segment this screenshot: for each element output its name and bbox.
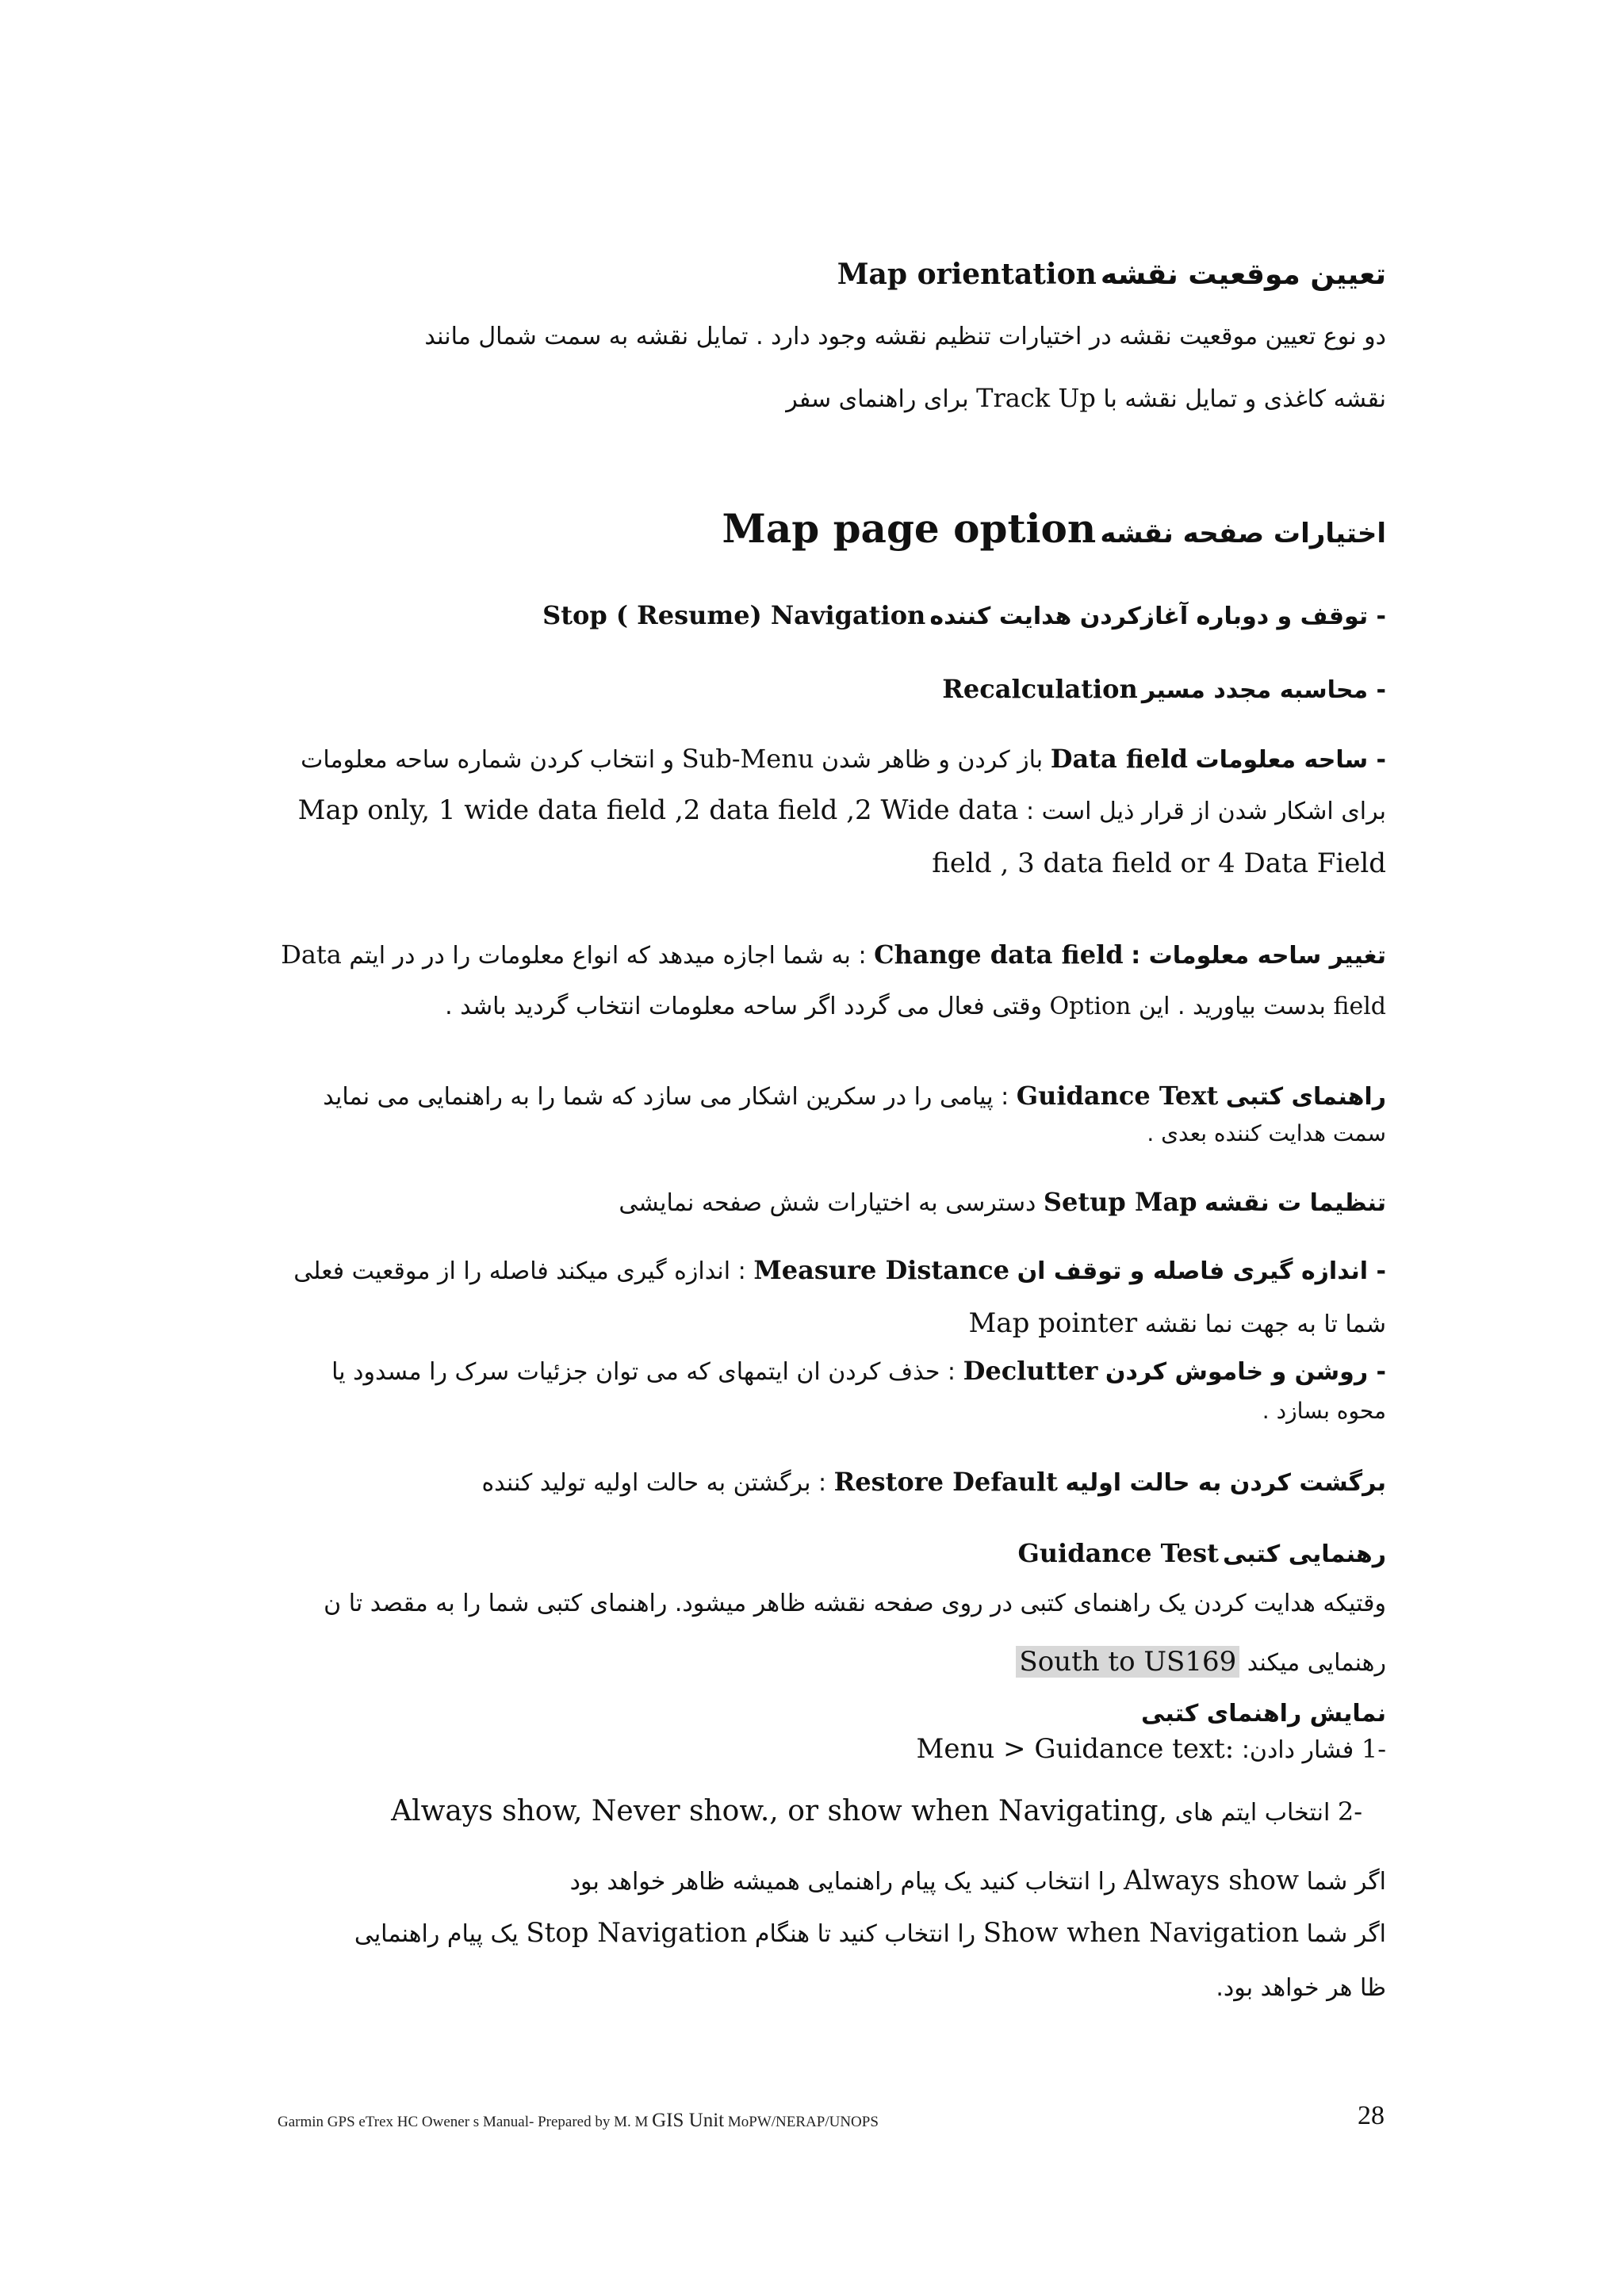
measure-distance-line2: شما تا به جهت نما نقشه Map pointer — [968, 1307, 1386, 1339]
heading-en: Map orientation — [837, 258, 1097, 291]
heading-fa: اختیارات صفحه نقشه — [1100, 518, 1386, 549]
data-field-item: - ساحه معلومات Data field باز کردن و ظاهر شدن Sub-Menu و انتخاب کردن شماره ساحه معلومات — [301, 744, 1386, 774]
map-page-option-heading — [722, 505, 1386, 552]
map-orientation-heading — [837, 258, 1386, 291]
guidance-test-heading: رهنمایی کتبی Guidance Test — [1017, 1538, 1386, 1568]
recalculation-item: - محاسبه مجدد مسیر Recalculation — [942, 674, 1386, 704]
paragraph-line: وقتیکه هدایت کردن یک راهنمای کتبی در روی صفحه نقشه ظاهر میشود. راهنمای کتبی شما را به مقصد تا ن — [324, 1590, 1386, 1617]
measure-distance-item: - اندازه گیری فاصله و توقف ان Measure Distance : اندازه گیری میکند فاصله را از موقعیت فعلی — [293, 1255, 1386, 1285]
declutter-item: - روشن و خاموش کردن Declutter : حذف کردن ان ایتمهای که می توان جزئیات سرک را مسدود یا — [331, 1356, 1386, 1386]
paragraph-line: رهنمایی میکند South to US169 — [1016, 1646, 1386, 1678]
show-when-navigation-line: اگر شما Show when Navigation را انتخاب کنید تا هنگام Stop Navigation یک پیام راهنمایی — [354, 1917, 1386, 1949]
always-show-line: اگر شما Always show را انتخاب کنید یک پیام راهنمایی همیشه ظاهر خواهد بود — [569, 1865, 1386, 1896]
paragraph-line: نقشه کاغذی و تمایل نقشه با Track Up برای راهنمای سفر — [786, 383, 1386, 413]
paragraph-line: دو نوع تعیین موقعیت نقشه در اختیارات تنظیم نقشه وجود دارد . تمایل نقشه به سمت شمال مانند — [424, 323, 1386, 350]
heading-fa: تعیین موقعیت نقشه — [1100, 258, 1386, 291]
footer-org: MoPW/NERAP/UNOPS — [727, 2114, 879, 2130]
heading-en: Map page option — [722, 505, 1097, 552]
change-data-field-item: تغییر ساحه معلومات : Change data field : به شما اجازه میدهد که انواع معلومات را در در ایتم Data — [281, 939, 1386, 970]
footer-gis-unit: GIS Unit — [652, 2110, 725, 2131]
page-number: 28 — [1358, 2101, 1385, 2130]
restore-default-item: برگشت کردن به حالت اولیه Restore Default : برگشتن به حالت اولیه تولید کننده — [481, 1467, 1386, 1497]
data-field-line2: برای اشکار شدن از قرار ذیل است : Map only, 1 wide data field ,2 data field ,2 Wide data — [297, 794, 1386, 826]
footer-text: Garmin GPS eTrex HC Owener s Manual- Prepared by M. M — [278, 2114, 649, 2130]
guidance-text-line2: سمت هدایت کننده بعدی . — [1147, 1120, 1386, 1146]
change-data-field-line2: field بدست بیاورید . این Option وقتی فعال می گردد اگر ساحه معلومات انتخاب گردید باشد . — [445, 993, 1386, 1020]
step-2: 2- انتخاب ایتم های Always show, Never show., or show when Navigating, — [391, 1795, 1362, 1827]
declutter-line2: محوه بسازد . — [1262, 1398, 1386, 1424]
guidance-text-item: راهنمای کتبی Guidance Text : پیامی را در سکرین اشکار می سازد که شما را به راهنمایی می نماید — [323, 1081, 1386, 1111]
show-guidance-heading: نمایش راهنمای کتبی — [1141, 1700, 1386, 1728]
setup-map-item: تنظیما ت نقشه Setup Map دسترسی به اختیارات شش صفحه نمایشی — [619, 1187, 1386, 1217]
data-field-line3: field , 3 data field or 4 Data Field — [932, 848, 1386, 879]
footer — [278, 2110, 879, 2132]
show-when-navigation-line2: ظا هر خواهد بود. — [1216, 1974, 1386, 2002]
step-1: 1- فشار دادن: Menu > Guidance text: — [916, 1733, 1386, 1765]
highlighted-text: South to US169 — [1016, 1646, 1239, 1678]
stop-navigation-item: - توقف و دوباره آغازکردن هدایت کننده Stop ( Resume) Navigation — [542, 600, 1386, 630]
